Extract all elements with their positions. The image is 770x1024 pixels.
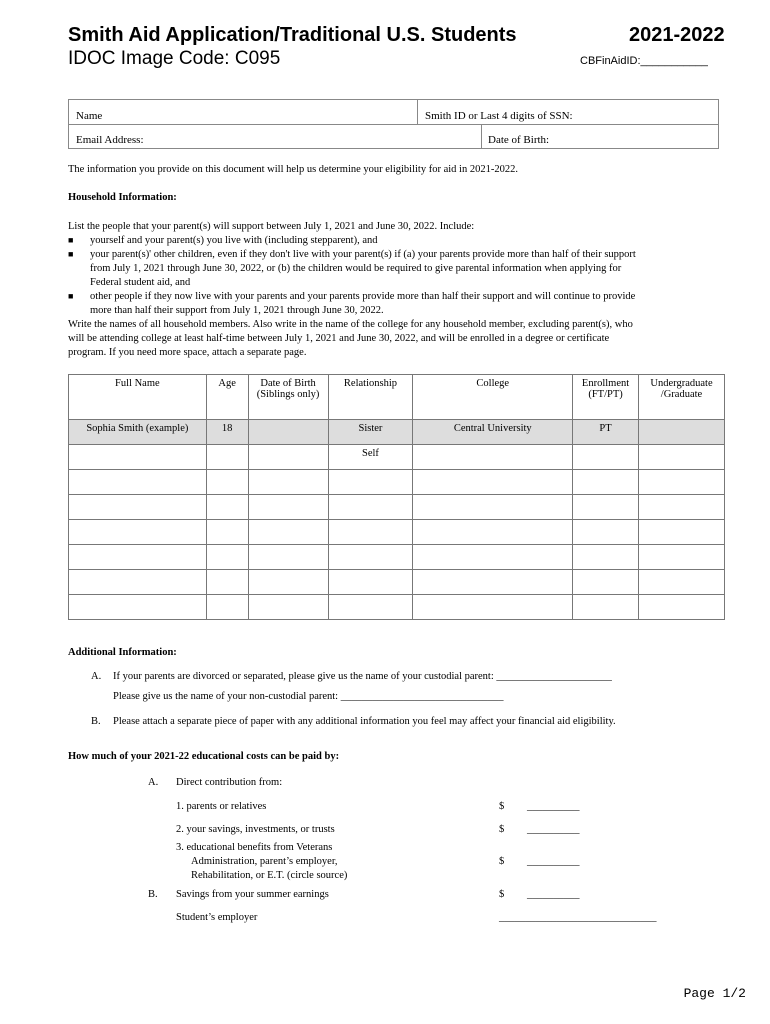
- email-field-label[interactable]: Email Address:: [76, 134, 144, 146]
- benefits-amount-field[interactable]: __________: [527, 856, 580, 867]
- cost-item-summer: Savings from your summer earnings: [176, 889, 329, 900]
- table-cell-self: Self: [328, 445, 413, 470]
- table-row[interactable]: [69, 445, 725, 470]
- table-cell[interactable]: [639, 445, 725, 470]
- costs-a-label: Direct contribution from:: [176, 777, 283, 788]
- household-table: [68, 374, 725, 620]
- dollar-sign: $: [499, 856, 505, 867]
- table-cell: Sister: [328, 420, 413, 445]
- table-cell: [639, 420, 725, 445]
- table-cell[interactable]: [413, 445, 573, 470]
- costs-heading: How much of your 2021-22 educational costs can be paid by:: [68, 751, 340, 762]
- bullet-1: yourself and your parent(s) you live with (including stepparent), and: [90, 235, 378, 246]
- cost-item-savings: 2. your savings, investments, or trusts: [176, 824, 335, 835]
- bullet-icon: ■: [68, 291, 74, 301]
- household-lead: List the people that your parent(s) will support between July 1, 2021 and June 30, 2022. Include:: [68, 221, 475, 232]
- intro-text: The information you provide on this document will help us determine your eligibility for aid in 2021-2022.: [68, 164, 518, 175]
- name-field-label[interactable]: Name: [76, 110, 103, 122]
- table-cell: Central University: [413, 420, 573, 445]
- cbfinaid-field[interactable]: CBFinAidID:___________: [580, 55, 708, 67]
- bullet-3b: more than half their support from July 1, 2021 through June 30, 2022.: [90, 305, 384, 316]
- cost-item-benefits-2: Administration, parent’s employer,: [191, 856, 338, 867]
- table-cell: 18: [206, 420, 248, 445]
- parents-amount-field[interactable]: __________: [527, 801, 580, 812]
- idoc-code: IDOC Image Code: C095: [68, 48, 281, 69]
- table-row[interactable]: [69, 470, 725, 495]
- bullet-icon: ■: [68, 249, 74, 259]
- table-row[interactable]: [69, 595, 725, 620]
- table-cell[interactable]: [69, 445, 207, 470]
- noncustodial-parent-field[interactable]: Please give us the name of your non-custodial parent: _______________________________: [113, 691, 504, 702]
- table-cell: Sophia Smith (example): [69, 420, 207, 445]
- table-header-row: [69, 375, 725, 420]
- employer-label: Student’s employer: [176, 912, 258, 923]
- savings-amount-field[interactable]: __________: [527, 824, 580, 835]
- col-enrollment: Enrollment (FT/PT): [573, 375, 639, 420]
- additional-b-text: Please attach a separate piece of paper with any additional information you feel may affect your financial aid eligibility.: [113, 716, 616, 727]
- col-age: Age: [206, 375, 248, 420]
- custodial-parent-field[interactable]: If your parents are divorced or separated, please give us the name of your custodial parent: ______________________: [113, 671, 612, 682]
- dollar-sign: $: [499, 801, 505, 812]
- cost-item-parents: 1. parents or relatives: [176, 801, 267, 812]
- dollar-sign: $: [499, 889, 505, 900]
- bullet-2c: Federal student aid, and: [90, 277, 191, 288]
- bullet-icon: ■: [68, 235, 74, 245]
- table-row[interactable]: [69, 545, 725, 570]
- table-cell[interactable]: [206, 445, 248, 470]
- table-row-example: [69, 420, 725, 445]
- bullet-3a: other people if they now live with your parents and your parents provide more than half their support and will continue to provide: [90, 291, 636, 302]
- table-row[interactable]: [69, 570, 725, 595]
- summer-amount-field[interactable]: __________: [527, 889, 580, 900]
- additional-a-letter: A.: [91, 671, 102, 682]
- employer-field[interactable]: ______________________________: [499, 912, 657, 923]
- form-year: 2021-2022: [629, 24, 725, 46]
- write-names-2: will be attending college at least half-time between July 1, 2021 and June 30, 2022, and will be enrolled in a degree or certificate: [68, 333, 610, 344]
- page-number: Page 1/2: [683, 986, 746, 1001]
- write-names-1: Write the names of all household members. Also write in the name of the college for any household member, excluding parent(s), who: [68, 319, 633, 330]
- col-full-name: Full Name: [69, 375, 207, 420]
- dollar-sign: $: [499, 824, 505, 835]
- bullet-2b: from July 1, 2021 through June 30, 2022, or (b) the children would be required to give parental information when applying for: [90, 263, 622, 274]
- col-level: Undergraduate /Graduate: [639, 375, 725, 420]
- table-cell: [248, 420, 328, 445]
- smith-id-field-label[interactable]: Smith ID or Last 4 digits of SSN:: [425, 110, 573, 122]
- table-cell[interactable]: [248, 445, 328, 470]
- col-college: College: [413, 375, 573, 420]
- household-heading: Household Information:: [68, 192, 177, 203]
- col-dob: Date of Birth (Siblings only): [248, 375, 328, 420]
- form-title: Smith Aid Application/Traditional U.S. Students: [68, 24, 517, 46]
- table-cell: PT: [573, 420, 639, 445]
- cost-item-benefits-1: 3. educational benefits from Veterans: [176, 842, 333, 853]
- dob-field-label[interactable]: Date of Birth:: [488, 134, 550, 146]
- costs-a-letter: A.: [148, 777, 159, 788]
- additional-b-letter: B.: [91, 716, 101, 727]
- additional-heading: Additional Information:: [68, 647, 177, 658]
- cost-item-benefits-3: Rehabilitation, or E.T. (circle source): [191, 870, 348, 881]
- table-row[interactable]: [69, 495, 725, 520]
- table-row[interactable]: [69, 520, 725, 545]
- costs-b-letter: B.: [148, 889, 158, 900]
- bullet-2a: your parent(s)' other children, even if they don't live with your parent(s) if (a) your parents provide more than half of their support: [90, 249, 636, 260]
- table-cell[interactable]: [573, 445, 639, 470]
- student-id-box: [68, 99, 719, 149]
- col-relationship: Relationship: [328, 375, 413, 420]
- write-names-3: program. If you need more space, attach a separate page.: [68, 347, 307, 358]
